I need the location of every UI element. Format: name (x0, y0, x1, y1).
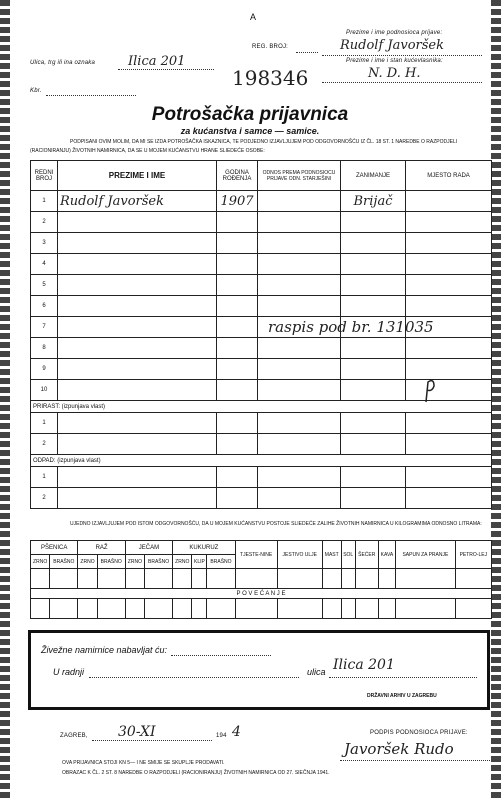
table-row (31, 338, 492, 359)
street-label: Ulica, trg ili ina oznaka (30, 60, 96, 66)
table-row (31, 191, 492, 212)
supply-street-value: Ilica 201 (333, 657, 395, 673)
table-row (31, 413, 492, 434)
handwritten-mark-icon (420, 378, 440, 404)
group-header: JEČAM (125, 541, 172, 555)
sub-header: BRAŠNO (50, 555, 78, 569)
item-header: TJESTE-NINE (235, 541, 277, 569)
date-line (92, 740, 212, 741)
item-header: JESTIVO ULJE (277, 541, 322, 569)
landlord-value: N. D. H. (368, 66, 421, 81)
stock-intro-text: UJEDNO IZJAVLJUJEM POD ISTOM ODGOVORNOŠĆU, DA U MOJEM KUĆANSTVU POSTOJE SLIEDEĆE ZALIHE ŽIVOTNIH NAMIRNICA U KILOGRAMIMA ODNOSNO LITRAMA: (70, 521, 482, 527)
birth-year: 1907 (220, 193, 254, 209)
reg-number-line (296, 52, 318, 53)
shop-line (89, 677, 299, 678)
table-row (31, 569, 492, 589)
signer-value: Rudolf Javoršek (340, 38, 444, 53)
signer-label: Prezime i ime podnosioca prijave: (346, 30, 443, 36)
corner-mark: A (250, 12, 257, 22)
footer-year: 194 (216, 733, 227, 739)
group-header: RAŽ (78, 541, 125, 555)
row-number: 1 (31, 467, 58, 488)
row-number: 1 (31, 413, 58, 434)
table-row (31, 599, 492, 619)
col-header: MJESTO RADA (406, 161, 492, 191)
group-header: KUKURUZ (173, 541, 235, 555)
footer-note-2: OBRAZAC K ČL. 2 ST. 8 NAREDBE O RAZPODJELI (RACIONIRANJU) ŽIVOTNIH NAMIRNICA OD 27. SIEČNJA 1941. (62, 770, 330, 776)
signature-line (340, 760, 490, 761)
item-header: MAST (322, 541, 341, 569)
item-header: SOL (341, 541, 355, 569)
col-header: GODINA ROĐENJA (217, 161, 258, 191)
row-number: 5 (31, 275, 58, 296)
table-row (31, 254, 492, 275)
col-header: ODNOS PREMA PODNOSIOCU PRIJAVE ODN. STARJEŠINI (258, 161, 341, 191)
row-number: 2 (31, 212, 58, 233)
sub-header: KLIP (192, 555, 207, 569)
row-number: 9 (31, 359, 58, 380)
footer-place: ZAGREB, (60, 733, 88, 739)
perforated-border-right (491, 0, 501, 800)
handwritten-note: raspis pod br. 131035 (268, 318, 434, 336)
supply-box (28, 630, 490, 710)
row-number: 10 (31, 380, 58, 401)
col-header: ZANIMANJE (341, 161, 406, 191)
row-number: 2 (31, 434, 58, 455)
form-subtitle: za kućanstva i samce — samice. (180, 126, 320, 136)
table-row (31, 467, 492, 488)
item-header: KAVA (378, 541, 395, 569)
table-row (31, 212, 492, 233)
form-title: Potrošačka prijavnica (151, 104, 349, 125)
col-header: PREZIME I IME (58, 161, 217, 191)
signature-label: PODPIS PODNOSIOCA PRIJAVE: (370, 730, 468, 736)
street-value: Ilica 201 (128, 54, 186, 69)
row-number: 8 (31, 338, 58, 359)
table-row (31, 359, 492, 380)
kbr-label: Kbr. (30, 88, 42, 94)
supply-street-label: ulica (307, 667, 326, 677)
row-number: 4 (31, 254, 58, 275)
landlord-line (322, 82, 482, 83)
prirast-label: PRIRAST: (izpunjava vlast) (31, 401, 492, 413)
table-row (31, 275, 492, 296)
person-name: Rudolf Javoršek (60, 193, 164, 209)
reg-label: REG. BROJ: (252, 44, 289, 50)
povecanje-label: P O V E Ć A N J E (31, 589, 492, 599)
row-number: 3 (31, 233, 58, 254)
group-header: PŠENICA (31, 541, 78, 555)
item-header: ŠEĆER (355, 541, 378, 569)
archive-stamp: DRŽAVNI ARHIV U ZAGREBU (367, 693, 437, 699)
sub-header: BRAŠNO (97, 555, 125, 569)
col-header: REDNI BROJ (31, 161, 58, 191)
item-header: PETRO-LEJ (455, 541, 491, 569)
footer-note-1: OVA PRIJAVNICA STOJI KN 5— I NE SMIJE SE SKUPLJE PRODAVATI. (62, 760, 225, 766)
supply-label: Živežne namirnice nabavljat ću: (41, 645, 168, 655)
street-line (118, 69, 214, 70)
signature: Javoršek Rudo (344, 740, 454, 758)
intro-text: PODPISANI OVIM MOLIM, DA MI SE IZDA POTROŠAČKA ISKAZNICA, TE PODJEDNO IZJAVLJUJEM POD ODGOVORNOŠĆU IZ ČL. 18 ST. 1 NAREDBE O RAZPODJELI (RACIONIRANJU) ŽIVOTNIH NAMIRNICA, DA SE U MOJEM KUĆANSTVU HRANE SLIEDEĆE OSOBE: (30, 139, 458, 154)
landlord-label: Prezime i ime i stan kućevlasnika: (346, 58, 443, 64)
row-number: 6 (31, 296, 58, 317)
handwritten-number: 198346 (232, 66, 309, 90)
table-row (31, 296, 492, 317)
kbr-line (46, 95, 136, 96)
sub-header: ZRNO (78, 555, 97, 569)
supply-street-line (329, 677, 477, 678)
sub-header: BRAŠNO (145, 555, 173, 569)
signer-line (322, 55, 482, 56)
perforated-border-left (0, 0, 10, 800)
row-number: 1 (31, 191, 58, 212)
supply-line (171, 655, 271, 656)
footer-date: 30-XI (118, 724, 156, 740)
stock-table (30, 540, 492, 619)
table-row (31, 488, 492, 509)
table-row (31, 434, 492, 455)
row-number: 7 (31, 317, 58, 338)
sub-header: ZRNO (125, 555, 144, 569)
shop-label: U radnji (53, 667, 85, 677)
table-row (31, 233, 492, 254)
sub-header: BRAŠNO (207, 555, 235, 569)
sub-header: ZRNO (31, 555, 50, 569)
sub-header: ZRNO (173, 555, 192, 569)
occupation: Brijač (353, 193, 393, 209)
odpad-label: ODPAD: (izpunjava vlast) (31, 455, 492, 467)
item-header: SAPUN ZA PRANJE (396, 541, 456, 569)
row-number: 2 (31, 488, 58, 509)
footer-year-digit: 4 (232, 724, 241, 740)
